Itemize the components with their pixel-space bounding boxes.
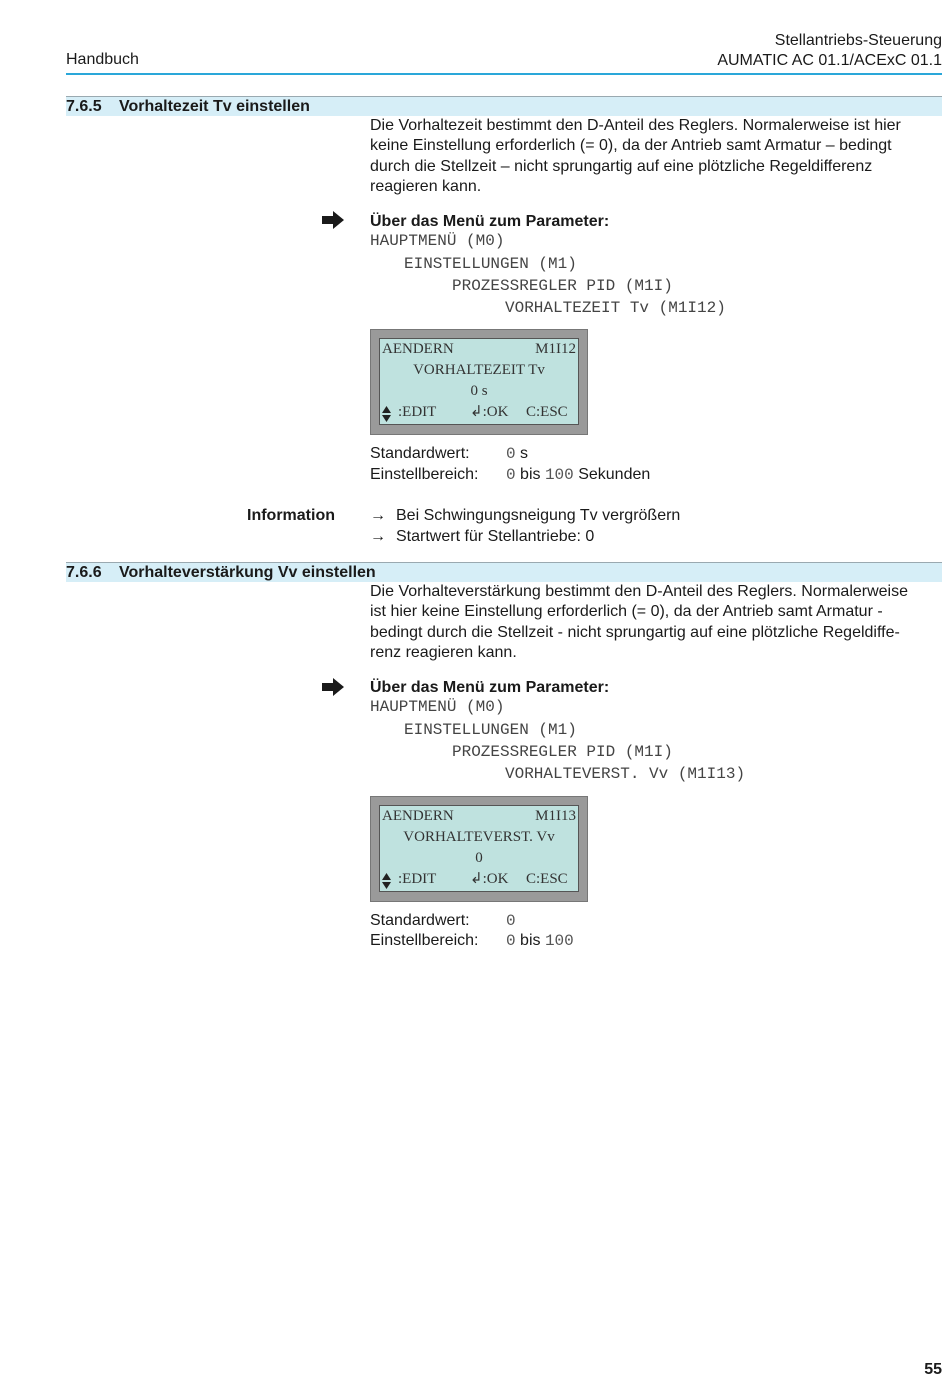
- lcd-parameter: VORHALTEZEIT Tv: [413, 362, 545, 378]
- section-heading-765: [66, 96, 942, 116]
- information-item: → Bei Schwingungsneigung Tv vergrößern: [370, 507, 681, 524]
- default-unit: s: [515, 445, 529, 462]
- range-min: 0: [506, 932, 516, 950]
- body-line: Die Vorhalteverstärkung bestimmt den D-Anteil des Reglers. Normalerweise: [370, 583, 908, 600]
- range-max: 100: [544, 932, 574, 950]
- default-value: 0: [506, 445, 516, 463]
- section-title: Vorhalteverstärkung Vv einstellen: [119, 564, 376, 581]
- lcd-screen: [379, 805, 579, 892]
- menu-path-level-0: HAUPTMENÜ (M0): [370, 698, 505, 716]
- default-value-row: [0, 912, 950, 934]
- arrow-icon: →: [370, 528, 386, 545]
- range-row: [0, 932, 950, 954]
- body-line: ist hier keine Einstellung erforderlich (= 0), da der Antrieb samt Armatur -: [370, 603, 883, 621]
- up-down-icon: [382, 873, 391, 889]
- default-value: 0: [506, 912, 516, 930]
- lcd-display: [370, 329, 588, 435]
- lcd-value: 0 s: [470, 383, 488, 399]
- lcd-parameter: VORHALTEVERST. Vv: [403, 829, 555, 845]
- header-manual-label: Handbuch: [66, 51, 139, 68]
- arrow-right-icon: [322, 211, 344, 229]
- up-down-icon: [382, 406, 391, 422]
- range-label: Einstellbereich:: [370, 466, 479, 483]
- lcd-ok-key: ↲:OK: [470, 404, 509, 420]
- range-unit: Sekunden: [573, 466, 651, 483]
- body-line: renz reagieren kann.: [370, 644, 517, 662]
- page-number: 55: [924, 1361, 942, 1378]
- default-label: Standardwert:: [370, 445, 470, 462]
- range-label: Einstellbereich:: [370, 932, 479, 949]
- section-body: [370, 116, 936, 198]
- body-line: reagieren kann.: [370, 178, 482, 196]
- menu-heading: Über das Menü zum Parameter:: [370, 213, 610, 230]
- lcd-value: 0: [475, 850, 483, 866]
- lcd-esc-key: C:ESC: [526, 404, 568, 420]
- section-number: 7.6.5: [66, 98, 102, 115]
- body-line: durch die Stellzeit – nicht sprungartig auf eine plötzliche Regeldifferenz: [370, 157, 873, 175]
- menu-path-level-0: HAUPTMENÜ (M0): [370, 232, 505, 250]
- range-row: [0, 466, 950, 488]
- lcd-display: [370, 796, 588, 902]
- default-value-row: [0, 445, 950, 467]
- lcd-edit-key: :EDIT: [398, 871, 437, 887]
- menu-path-level-1: EINSTELLUNGEN (M1): [404, 255, 577, 273]
- range-word: bis: [515, 466, 545, 483]
- menu-path-level-2: PROZESSREGLER PID (M1I): [452, 743, 673, 761]
- menu-path-level-3: VORHALTEZEIT Tv (M1I12): [505, 299, 726, 317]
- range-word: bis: [515, 932, 545, 949]
- menu-path-level-3: VORHALTEVERST. Vv (M1I13): [505, 765, 746, 783]
- body-line: Die Vorhaltezeit bestimmt den D-Anteil des Reglers. Normalerweise ist hier: [370, 117, 901, 134]
- header-product-line2: AUMATIC AC 01.1/ACExC 01.1: [717, 52, 942, 69]
- information-item: → Startwert für Stellantriebe: 0: [370, 528, 595, 545]
- lcd-ok-key: ↲:OK: [470, 871, 509, 887]
- section-body: [370, 582, 936, 664]
- information-label: Information: [247, 507, 335, 524]
- header-product-line1: Stellantriebs-Steuerung: [774, 32, 942, 49]
- lcd-mode: AENDERN: [382, 341, 454, 357]
- header-rule: [66, 73, 942, 75]
- lcd-code: M1I12: [535, 341, 576, 357]
- header-product: [717, 31, 942, 71]
- section-title: Vorhaltezeit Tv einstellen: [119, 98, 310, 115]
- lcd-edit-key: :EDIT: [398, 404, 437, 420]
- menu-path-level-1: EINSTELLUNGEN (M1): [404, 721, 577, 739]
- menu-heading: Über das Menü zum Parameter:: [370, 679, 610, 696]
- lcd-esc-key: C:ESC: [526, 871, 568, 887]
- body-line: keine Einstellung erforderlich (= 0), da der Antrieb samt Armatur – bedingt: [370, 137, 892, 155]
- section-heading-766: [66, 562, 942, 582]
- lcd-screen: [379, 338, 579, 425]
- arrow-right-icon: [322, 678, 344, 696]
- section-number: 7.6.6: [66, 564, 102, 581]
- body-line: bedingt durch die Stellzeit - nicht sprungartig auf eine plötzliche Regeldiffe-: [370, 623, 900, 641]
- range-min: 0: [506, 466, 516, 484]
- lcd-code: M1I13: [535, 808, 576, 824]
- arrow-icon: →: [370, 507, 386, 524]
- range-max: 100: [544, 466, 574, 484]
- menu-path-level-2: PROZESSREGLER PID (M1I): [452, 277, 673, 295]
- lcd-mode: AENDERN: [382, 808, 454, 824]
- default-label: Standardwert:: [370, 912, 470, 929]
